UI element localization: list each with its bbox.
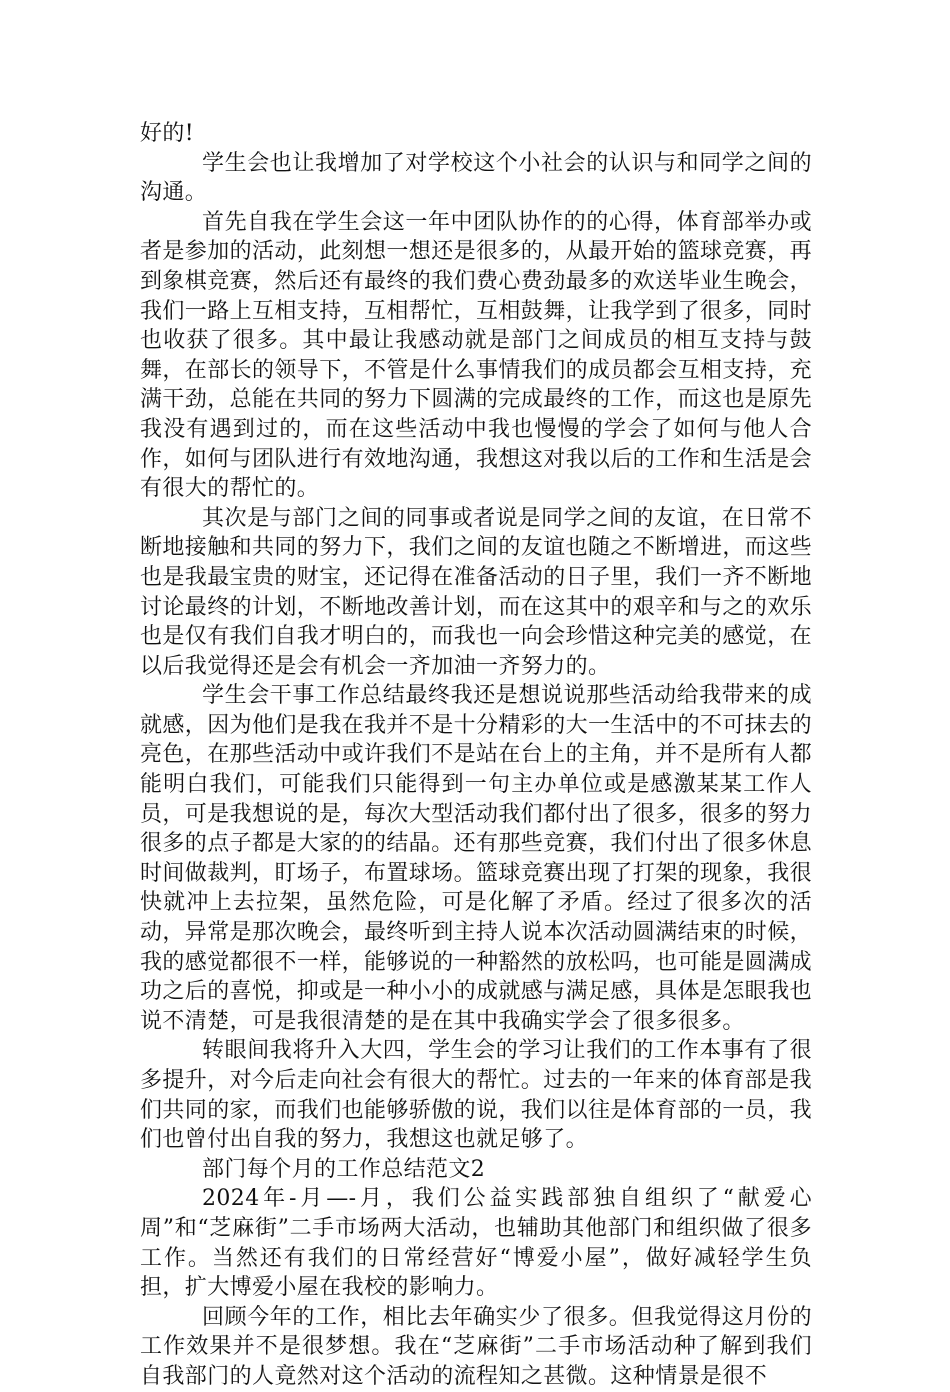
paragraph-4: 其次是与部门之间的同事或者说是同学之间的友谊，在日常不断地接触和共同的努力下，我们之间的友谊也随之不断增进，而这些也是我最宝贵的财宝，还记得在准备活动的日子里，我们一齐不断地讨论最终的计划，不断地改善计划，而在这其中的艰辛和与之的欢乐也是仅有我们自我才明白的，而我也一向会珍惜这种完美的感觉，在以后我觉得还是会有机会一齐加油一齐努力的。	[140, 505, 813, 679]
paragraph-5: 学生会干事工作总结最终我还是想说说那些活动给我带来的成就感，因为他们是我在我并不是十分精彩的大一生活中的不可抹去的亮色，在那些活动中或许我们不是站在台上的主角，并不是所有人都能明白我们，可能我们只能得到一句主办单位或是感激某某工作人员，可是我想说的是，每次大型活动我们都付出了很多，很多的努力很多的点子都是大家的的结晶。还有那些竞赛，我们付出了很多休息时间做裁判，盯场子，布置球场。篮球竞赛出现了打架的现象，我很快就冲上去拉架，虽然危险，可是化解了矛盾。经过了很多次的活动，异常是那次晚会，最终听到主持人说本次活动圆满结束的时候，我的感觉都很不一样，能够说的一种豁然的放松吗，也可能是圆满成功之后的喜悦，抑或是一种小小的成就感与满足感，具体是怎眼我也说不清楚，可是我很清楚的是在其中我确实学会了很多很多。	[140, 683, 813, 1034]
paragraph-2: 学生会也让我增加了对学校这个小社会的认识与和同学之间的沟通。	[140, 150, 812, 206]
section-heading: 部门每个月的工作总结范文2	[202, 1156, 486, 1182]
document-page	[140, 119, 812, 1392]
paragraph-1: 好的!	[140, 121, 195, 146]
paragraph-8: 回顾今年的工作，相比去年确实少了很多。但我觉得这月份的工作效果并不是很梦想。我在“芝麻街”二手市场活动种了解到我们自我部门的人竟然对这个活动的流程知之甚微。这种情景是很不	[140, 1304, 812, 1389]
paragraph-6: 转眼间我将升入大四，学生会的学习让我们的工作本事有了很多提升，对今后走向社会有很大的帮忙。过去的一年来的体育部是我们共同的家，而我们也能够骄傲的说，我们以往是体育部的一员，我们也曾付出自我的努力，我想这也就足够了。	[140, 1038, 813, 1153]
paragraph-7: 2024年-月—-月，我们公益实践部独自组织了“献爱心周”和“芝麻街”二手市场两大活动，也辅助其他部门和组织做了很多工作。当然还有我们的日常经营好“博爱小屋”，做好减轻学生负担，扩大博爱小屋在我校的影响力。	[140, 1186, 812, 1301]
paragraph-3: 首先自我在学生会这一年中团队协作的的心得，体育部举办或者是参加的活动，此刻想一想还是很多的，从最开始的篮球竞赛，再到象棋竞赛，然后还有最终的我们费心费劲最多的欢送毕业生晚会，我们一路上互相支持，互相帮忙，互相鼓舞，让我学到了很多，同时也收获了很多。其中最让我感动就是部门之间成员的相互支持与鼓舞，在部长的领导下，不管是什么事情我们的成员都会互相支持，充满干劲，总能在共同的努力下圆满的完成最终的工作，而这也是原先我没有遇到过的，而在这些活动中我也慢慢的学会了如何与他人合作，如何与团队进行有效地沟通，我想这对我以后的工作和生活是会有很大的帮忙的。	[140, 209, 813, 502]
